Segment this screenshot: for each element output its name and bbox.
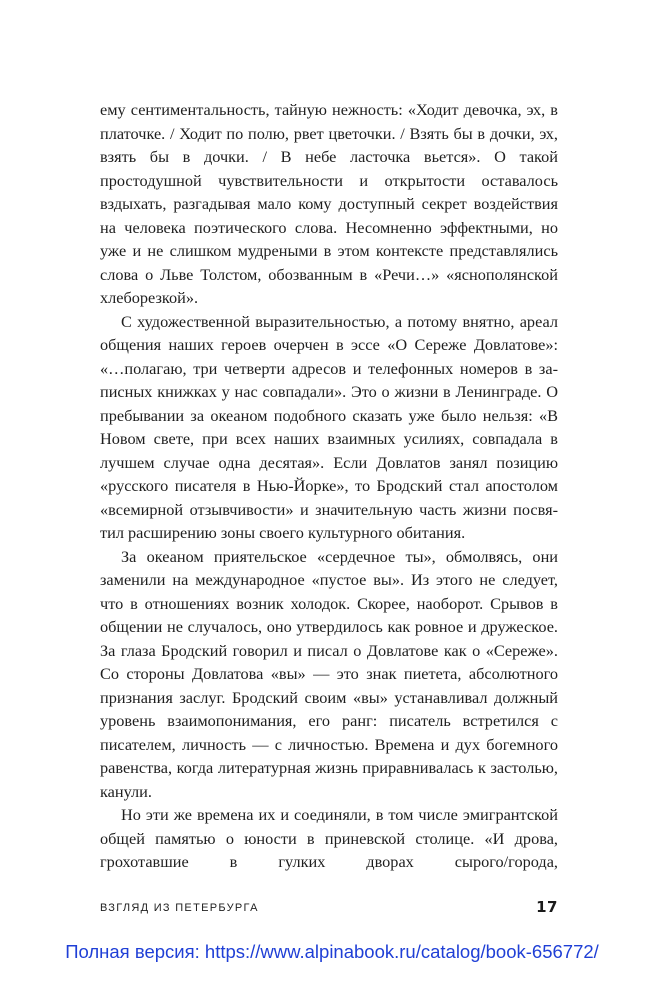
page-number: 17: [536, 898, 558, 916]
paragraph-4: Но эти же времена их и соединяли, в том числе эмигрантской общей памятью о юности в приневской столице. «И дрова, грохотавшие в гулких дворах сырого/города,: [100, 805, 558, 871]
paragraph-3: За океаном приятельское «сердечное ты», обмолвясь, они заменили на международное «пустое вы». Из этого не следует, что в отношениях возник холодок. Скорее, наоборот. Срывов в общении не случалось, оно утвердилось как ровное и дружеское. За глаза Бродский говорил и писал о Довлатове как о «Сереже». Со стороны Довлатова «вы» — это знак пиетета, абсолютного признания заслуг. Бродский своим «вы» устанавливал должный уровень взаимопонимания, его ранг: писатель встретился с писателем, личность — с личностью. Времена и дух богемного равенства, когда литературная жизнь приравнивалась к застолью, канули.: [100, 546, 558, 801]
paragraph-2: С художественной выразительностью, а потому внятно, ареал общения наших героев очерчен в эссе «О Сереже Довлатове»: «…полагаю, три четверти адресов и телефонных номеров в записных книжках у нас совпадали». Это о жизни в Ленинграде. О пребывании за океаном подобного сказать уже было нельзя: «В Новом свете, при всех наших взаимных усилиях, совпадала в лучшем случае одна десятая». Если Довлатов занял позицию «русского писателя в Нью-Йорке», то Бродский стал апостолом «всемирной отзывчивости» и значительную часть жизни посвятил расширению зоны своего культурного обитания.: [100, 311, 558, 542]
page-body: [100, 98, 558, 874]
full-version-link[interactable]: Полная версия: https://www.alpinabook.ru/catalog/book-656772/: [65, 941, 599, 962]
running-footer-title: ВЗГЛЯД ИЗ ПЕТЕРБУРГА: [100, 902, 259, 914]
paragraph-1: ему сентиментальность, тайную нежность: «Ходит девочка, эх, в платочке. / Ходит по полю, рвет цветочки. / Взять бы в дочки, эх, взять бы в дочки. / В небе ласточка вьется». О такой простодушной чувствительности и открытости оставалось вздыхать, разгадывая мало кому доступный секрет воздействия на человека поэтического слова. Несомненно эффектными, но уже и не слишком мудреными в этом контексте представлялись слова о Льве Толстом, обозванным в «Речи…» «яснополянской хлеборезкой».: [100, 100, 558, 307]
